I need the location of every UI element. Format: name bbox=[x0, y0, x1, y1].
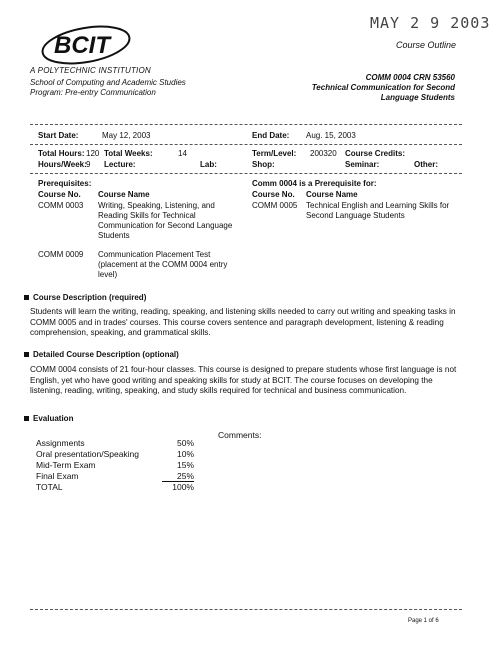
section-bullet-icon bbox=[24, 352, 29, 357]
header-divider bbox=[30, 124, 462, 125]
section-bullet-icon bbox=[24, 416, 29, 421]
total-hours-label: Total Hours: bbox=[38, 149, 85, 158]
evaluation-total-row bbox=[36, 482, 194, 492]
end-date-value: Aug. 15, 2003 bbox=[306, 131, 356, 140]
is-prereq-row-1-name: Technical English and Learning Skills for Second Language Students bbox=[306, 201, 450, 220]
bcit-logo-graphic bbox=[38, 22, 138, 66]
course-code: COMM 0004 CRN 53560 bbox=[365, 73, 455, 82]
evaluation-heading bbox=[24, 414, 73, 423]
evaluation-row bbox=[36, 471, 194, 481]
evaluation-total-value: 100% bbox=[172, 482, 194, 492]
evaluation-item: Assignments bbox=[36, 438, 85, 448]
bcit-logo bbox=[38, 22, 138, 70]
total-hours-value: 120 bbox=[86, 149, 100, 158]
program-name: Program: Pre-entry Communication bbox=[30, 88, 156, 97]
logo-wordmark: BCIT bbox=[54, 32, 110, 59]
course-description-text: Students will learn the writing, reading, speaking, and listening skills needed to carry out writing and speaking tasks in COMM 0005 and in trades' courses. This course covers sentence and paragraph development, listening & reading comprehension, speaking, and grammatical skills. bbox=[30, 307, 456, 337]
school-name: School of Computing and Academic Studies bbox=[30, 78, 186, 87]
prereq-col-course-no: Course No. bbox=[38, 190, 81, 199]
comments-label: Comments: bbox=[218, 430, 262, 440]
total-weeks-label: Total Weeks: bbox=[104, 149, 153, 158]
prereq-col-course-name: Course Name bbox=[98, 190, 150, 199]
evaluation-row bbox=[36, 438, 194, 448]
institution-tagline: A POLYTECHNIC INSTITUTION bbox=[30, 66, 151, 75]
detailed-description-title: Detailed Course Description (optional) bbox=[33, 350, 179, 359]
seminar-label: Seminar: bbox=[345, 160, 380, 169]
is-prereq-row-1-no: COMM 0005 bbox=[252, 201, 298, 210]
start-date-value: May 12, 2003 bbox=[102, 131, 151, 140]
page-number: Page 1 of 6 bbox=[408, 618, 439, 624]
section-bullet-icon bbox=[24, 295, 29, 300]
evaluation-title: Evaluation bbox=[33, 414, 74, 423]
term-level-value: 200320 bbox=[310, 149, 337, 158]
evaluation-weight: 15% bbox=[176, 460, 194, 470]
start-date-label: Start Date: bbox=[38, 131, 79, 140]
document-type-label: Course Outline bbox=[395, 40, 456, 50]
hours-week-label: Hours/Week: bbox=[38, 160, 87, 169]
info-divider-2 bbox=[30, 173, 462, 174]
detailed-description-heading bbox=[24, 350, 179, 359]
shop-label: Shop: bbox=[252, 160, 275, 169]
other-label: Other: bbox=[414, 160, 438, 169]
is-prereq-heading: Comm 0004 is a Prerequisite for: bbox=[252, 179, 377, 188]
prereq-row-2-no: COMM 0009 bbox=[38, 250, 84, 259]
evaluation-item: Final Exam bbox=[36, 471, 79, 481]
course-title-line-1: Technical Communication for Second bbox=[311, 83, 455, 92]
course-description-title: Course Description (required) bbox=[33, 293, 147, 302]
lab-label: Lab: bbox=[200, 160, 217, 169]
evaluation-row bbox=[36, 449, 194, 459]
course-header-block bbox=[250, 73, 455, 103]
info-divider bbox=[30, 144, 462, 145]
department-block bbox=[30, 78, 186, 98]
is-prereq-col-course-name: Course Name bbox=[306, 190, 358, 199]
prereq-row-1-name: Writing, Speaking, Listening, and Reading Skills for Technical Communication for Second Language Students bbox=[98, 201, 233, 240]
lecture-label: Lecture: bbox=[104, 160, 136, 169]
course-title-line-2: Language Students bbox=[380, 93, 455, 102]
evaluation-row bbox=[36, 460, 194, 470]
evaluation-item: Oral presentation/Speaking bbox=[36, 449, 140, 459]
evaluation-weight: 50% bbox=[176, 438, 194, 448]
footer-divider bbox=[30, 609, 462, 610]
prerequisites-heading: Prerequisites: bbox=[38, 179, 92, 188]
evaluation-total-label: TOTAL bbox=[36, 482, 63, 492]
course-description-heading bbox=[24, 293, 146, 302]
prereq-row-1-no: COMM 0003 bbox=[38, 201, 84, 210]
is-prereq-col-course-no: Course No. bbox=[252, 190, 295, 199]
course-credits-label: Course Credits: bbox=[345, 149, 406, 158]
end-date-label: End Date: bbox=[252, 131, 290, 140]
term-level-label: Term/Level: bbox=[252, 149, 297, 158]
prereq-row-2-name: Communication Placement Test (placement at the COMM 0004 entry level) bbox=[98, 250, 228, 279]
received-date-stamp: MAY 2 9 2003 bbox=[370, 14, 491, 32]
evaluation-item: Mid-Term Exam bbox=[36, 460, 96, 470]
evaluation-weight: 25% bbox=[176, 471, 194, 481]
total-weeks-value: 14 bbox=[178, 149, 187, 158]
evaluation-weight: 10% bbox=[176, 449, 194, 459]
hours-week-value: 9 bbox=[86, 160, 91, 169]
detailed-description-text: COMM 0004 consists of 21 four-hour classes. This course is designed to prepare students whose first language is not English, yet who have good writing and speaking skills for study at BCIT. The course focuses on developing the listening, reading, writing, speaking, and study skills required for technical and business communication. bbox=[30, 365, 457, 395]
